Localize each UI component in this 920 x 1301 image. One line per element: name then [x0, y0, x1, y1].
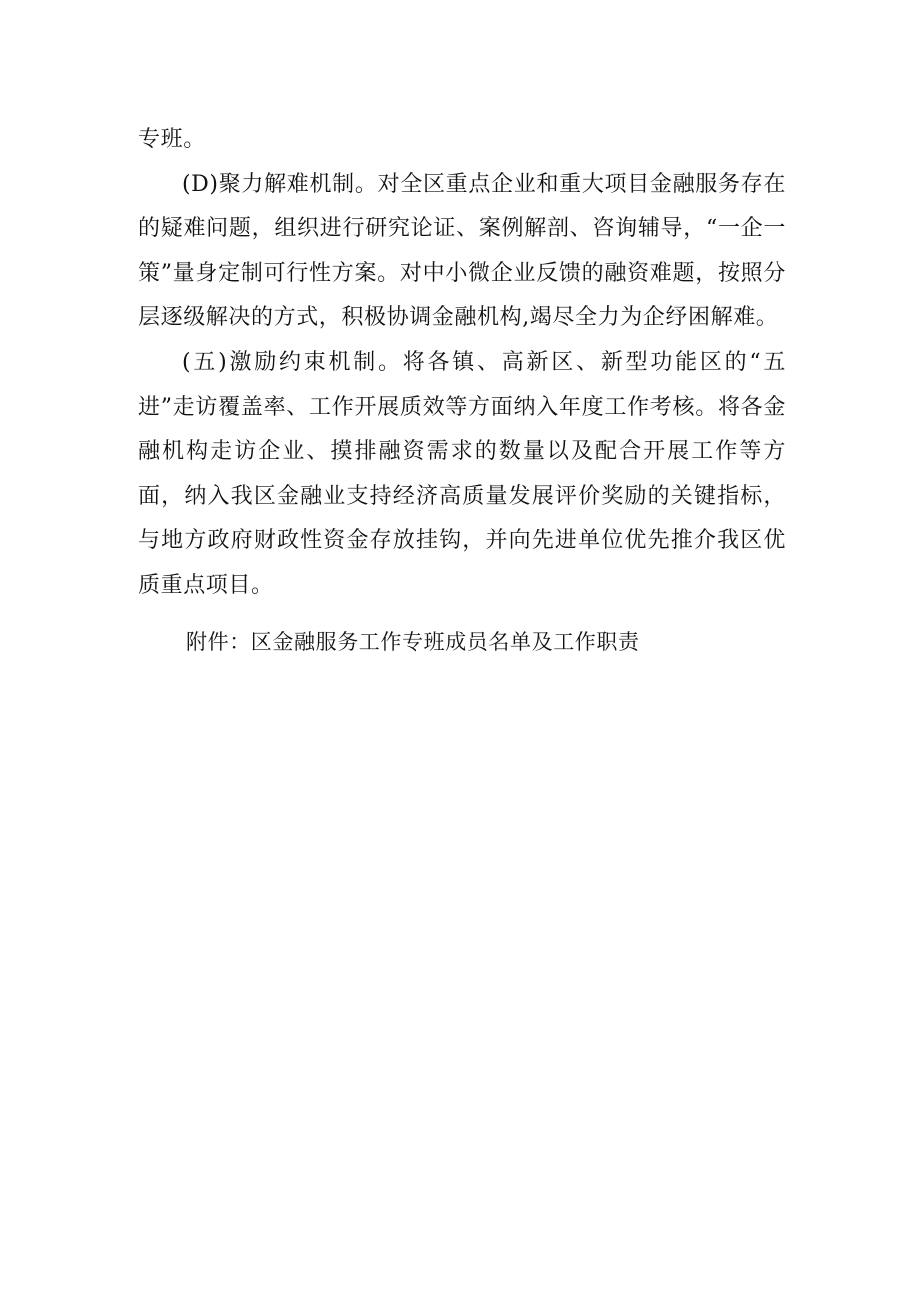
paragraph-problem-solving-mechanism: (D)聚力解难机制。对全区重点企业和重大项目金融服务存在的疑难问题，组织进行研究论证、案例解剖、咨询辅导，“一企一策”量身定制可行性方案。对中小微企业反馈的融资难题，按照分层逐级解决的方式，积极协调金融机构,竭尽全力为企纾困解难。 — [138, 171, 786, 331]
body-text — [138, 118, 786, 609]
paragraph-incentive-mechanism: (五)激励约束机制。将各镇、高新区、新型功能区的“五进”走访覆盖率、工作开展质效等方面纳入年度工作考核。将各金融机构走访企业、摸排融资需求的数量以及配合开展工作等方面，纳入我区金融业支持经济高质量发展评价奖励的关键指标，与地方政府财政性资金存放挂钩，并向先进单位优先推介我区优质重点项目。 — [138, 349, 786, 598]
paragraph-continuation: 专班。 — [138, 127, 206, 152]
attachment-line: 附件：区金融服务工作专班成员名单及工作职责 — [186, 630, 640, 654]
